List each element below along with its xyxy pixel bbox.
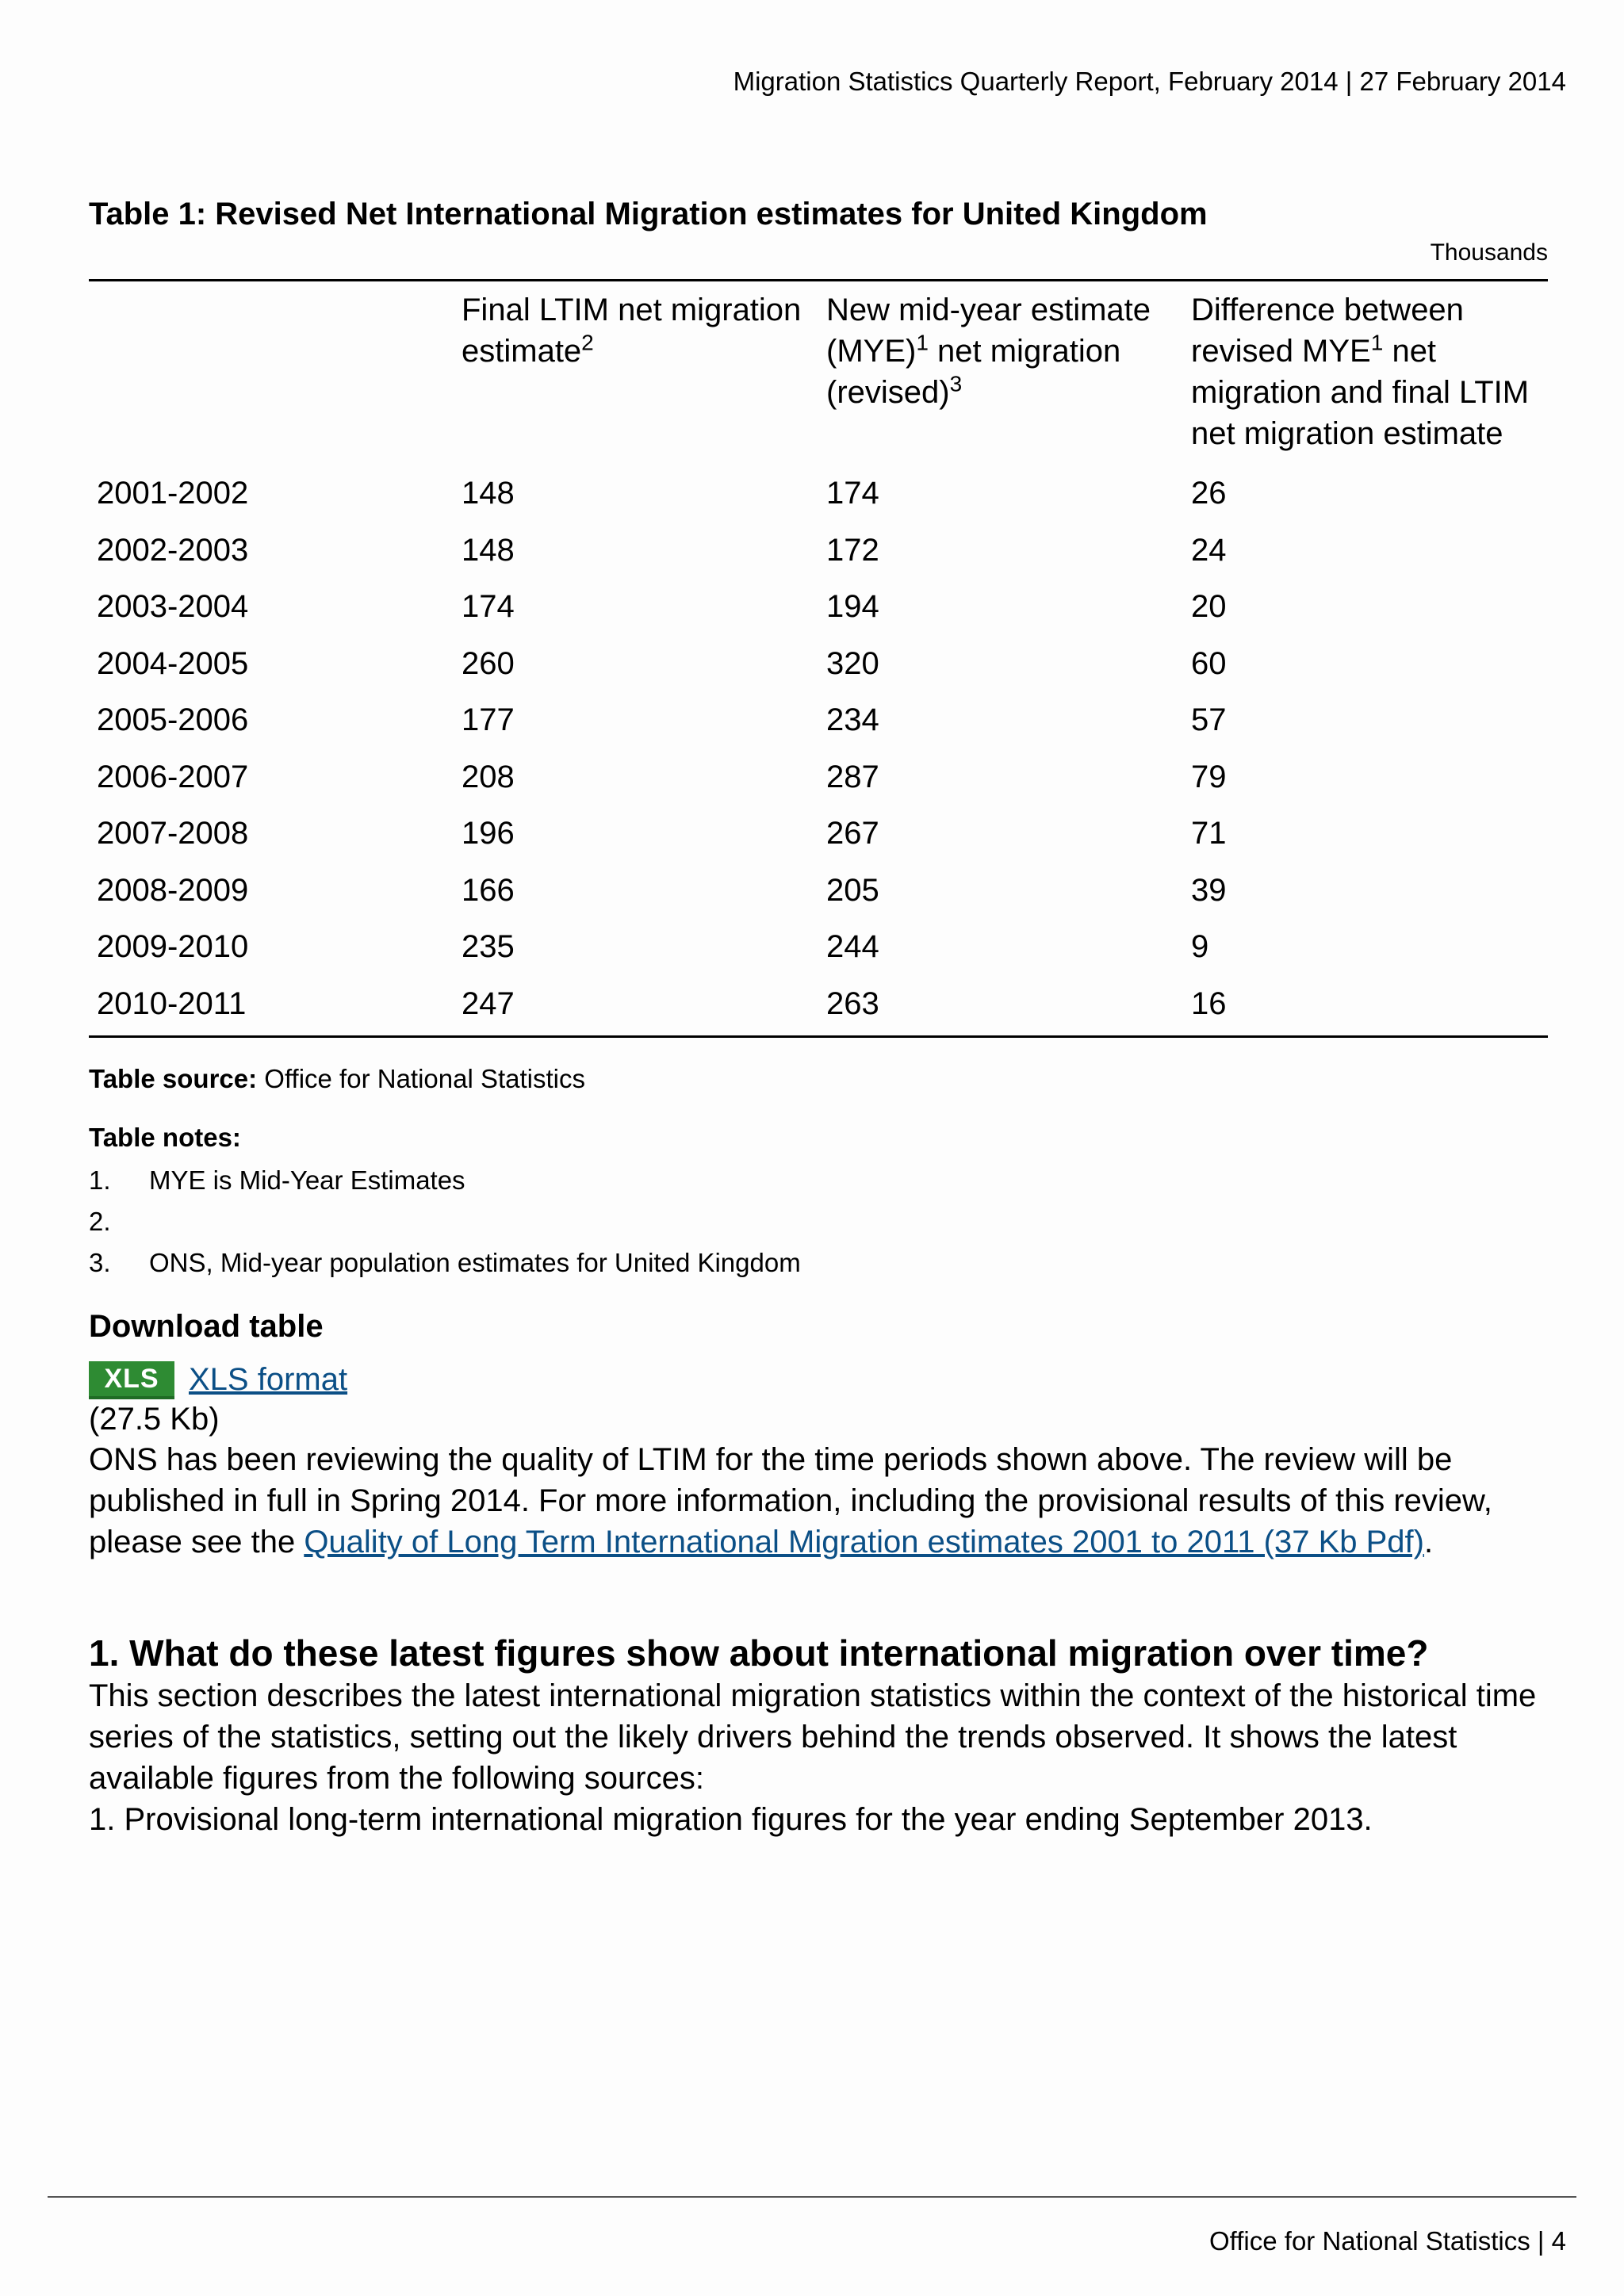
cell-difference: 20 bbox=[1191, 589, 1227, 624]
cell-period: 2009-2010 bbox=[97, 929, 249, 964]
table-notes-heading: Table notes: bbox=[89, 1123, 241, 1152]
table-row bbox=[89, 579, 1548, 636]
section-heading: 1. What do these latest figures show about international migration over time? bbox=[89, 1632, 1429, 1674]
column-header-text: net migration and final LTIM net migration estimate bbox=[1191, 334, 1530, 451]
cell-period: 2004-2005 bbox=[97, 645, 249, 681]
xls-download-link[interactable]: XLS format bbox=[189, 1362, 348, 1397]
column-header-text: Difference between revised MYE bbox=[1191, 293, 1464, 369]
cell-period: 2005-2006 bbox=[97, 702, 249, 737]
column-header bbox=[89, 281, 454, 466]
table-row bbox=[89, 919, 1548, 976]
document-content bbox=[89, 195, 1548, 1840]
running-header: Migration Statistics Quarterly Report, February 2014 | 27 February 2014 bbox=[733, 67, 1566, 96]
table-row bbox=[89, 749, 1548, 806]
review-text: ONS has been reviewing the quality of LTIM for the time periods shown above. The review will be published in full in Spring 2014. For more information, including the provisional results of this review, please see the bbox=[89, 1442, 1492, 1559]
column-header-difference bbox=[1183, 281, 1548, 466]
table-note bbox=[89, 1242, 1548, 1284]
cell-period: 2010-2011 bbox=[97, 985, 247, 1021]
table-notes-list bbox=[89, 1160, 1548, 1284]
column-header-text: Final LTIM net migration estimate bbox=[462, 293, 802, 369]
source-list-item: 1. Provisional long-term international migration figures for the year ending September 2013. bbox=[89, 1802, 1373, 1837]
cell-period: 2007-2008 bbox=[97, 816, 249, 851]
footnote-ref: 1 bbox=[916, 330, 929, 355]
table-row bbox=[89, 636, 1548, 693]
table-units: Thousands bbox=[1430, 239, 1548, 266]
table-row bbox=[89, 863, 1548, 920]
cell-mye: 194 bbox=[826, 589, 879, 624]
table-source-value: Office for National Statistics bbox=[257, 1064, 586, 1093]
cell-ltim: 148 bbox=[462, 476, 515, 511]
footnote-ref: 3 bbox=[949, 371, 963, 396]
cell-mye: 263 bbox=[826, 985, 879, 1021]
cell-difference: 60 bbox=[1191, 645, 1227, 681]
footnote-ref: 1 bbox=[1370, 330, 1384, 355]
cell-ltim: 247 bbox=[462, 985, 515, 1021]
migration-table bbox=[89, 279, 1548, 1038]
cell-mye: 287 bbox=[826, 759, 879, 794]
cell-period: 2002-2003 bbox=[97, 532, 249, 568]
footnote-ref: 2 bbox=[581, 330, 594, 355]
cell-difference: 57 bbox=[1191, 702, 1227, 737]
cell-difference: 9 bbox=[1191, 929, 1209, 964]
cell-mye: 244 bbox=[826, 929, 879, 964]
cell-ltim: 174 bbox=[462, 589, 515, 624]
table-row bbox=[89, 522, 1548, 580]
cell-difference: 24 bbox=[1191, 532, 1227, 568]
cell-period: 2006-2007 bbox=[97, 759, 249, 794]
cell-period: 2008-2009 bbox=[97, 872, 249, 908]
note-text: ONS, Mid-year population estimates for United Kingdom bbox=[149, 1248, 801, 1277]
cell-ltim: 166 bbox=[462, 872, 515, 908]
table-row bbox=[89, 806, 1548, 863]
note-text: MYE is Mid-Year Estimates bbox=[149, 1165, 465, 1195]
table-source-label: Table source: bbox=[89, 1064, 258, 1093]
cell-difference: 79 bbox=[1191, 759, 1227, 794]
cell-ltim: 148 bbox=[462, 532, 515, 568]
cell-ltim: 235 bbox=[462, 929, 515, 964]
table-row bbox=[89, 465, 1548, 522]
cell-ltim: 208 bbox=[462, 759, 515, 794]
column-header-ltim bbox=[454, 281, 818, 466]
cell-mye: 234 bbox=[826, 702, 879, 737]
cell-difference: 26 bbox=[1191, 476, 1227, 511]
section-intro-paragraph: This section describes the latest international migration statistics within the context of the historical time series of the statistics, setting out the likely drivers behind the trends observed. It shows the latest available figures from the following sources: bbox=[89, 1678, 1537, 1796]
cell-period: 2001-2002 bbox=[97, 476, 249, 511]
footer-text: Office for National Statistics | 4 bbox=[1209, 2226, 1566, 2256]
quality-report-link[interactable]: Quality of Long Term International Migration estimates 2001 to 2011 (37 Kb Pdf) bbox=[304, 1525, 1424, 1559]
cell-ltim: 196 bbox=[462, 816, 515, 851]
cell-difference: 71 bbox=[1191, 816, 1227, 851]
download-table-heading: Download table bbox=[89, 1309, 324, 1344]
cell-ltim: 260 bbox=[462, 645, 515, 681]
cell-mye: 267 bbox=[826, 816, 879, 851]
cell-period: 2003-2004 bbox=[97, 589, 249, 624]
file-size: (27.5 Kb) bbox=[89, 1402, 220, 1437]
review-text-end: . bbox=[1423, 1525, 1434, 1559]
xls-icon[interactable]: XLS bbox=[89, 1361, 174, 1399]
note-number: 2. bbox=[89, 1207, 111, 1236]
table-source bbox=[89, 1063, 1548, 1095]
cell-mye: 205 bbox=[826, 872, 879, 908]
table-header-row bbox=[89, 281, 1548, 466]
table-row bbox=[89, 976, 1548, 1037]
cell-ltim: 177 bbox=[462, 702, 515, 737]
cell-mye: 320 bbox=[826, 645, 879, 681]
column-header-mye bbox=[818, 281, 1183, 466]
note-number: 1. bbox=[89, 1165, 111, 1195]
cell-mye: 172 bbox=[826, 532, 879, 568]
review-paragraph bbox=[89, 1439, 1548, 1563]
cell-mye: 174 bbox=[826, 476, 879, 511]
cell-difference: 16 bbox=[1191, 985, 1227, 1021]
table-row bbox=[89, 692, 1548, 749]
table-note bbox=[89, 1201, 1548, 1242]
table-title: Table 1: Revised Net International Migration estimates for United Kingdom bbox=[89, 197, 1208, 232]
table-note bbox=[89, 1160, 1548, 1201]
cell-difference: 39 bbox=[1191, 872, 1227, 908]
note-number: 3. bbox=[89, 1248, 111, 1277]
column-header-text: New mid-year estimate (MYE) bbox=[826, 293, 1151, 369]
download-row bbox=[89, 1360, 1548, 1399]
column-header-text: net migration (revised) bbox=[826, 334, 1121, 410]
footer-divider bbox=[48, 2196, 1576, 2198]
